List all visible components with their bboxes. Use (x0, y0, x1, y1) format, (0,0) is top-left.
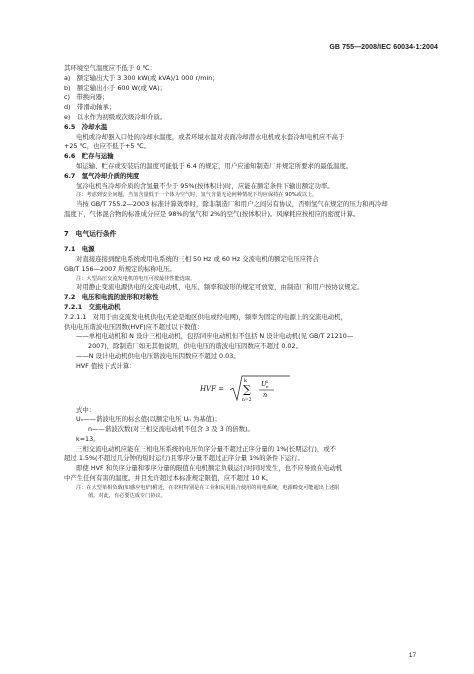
numerator-exponent: 2 (266, 378, 269, 384)
section-7-content (64, 245, 428, 371)
text-line: 即使 HVF 和负序分量和零序分量的限值在电机额定负载运行时同时发生，也不应导致在电动机 (76, 464, 343, 473)
text-line: 中产生任何有害的温度。并且允许超过本标准规定限值，应不超过 10 K。 (64, 474, 273, 483)
formula-explanation-and-notes (64, 406, 428, 502)
text-line: 供电电压谐波电压因数(HVF)应不超过以下数值： (64, 322, 204, 331)
text-line: ——单相电动机和 N 设计三相电动机，包括同步电动机但不包括 N 设计电动机(见 GB/T 21210— (76, 332, 354, 341)
formula-lhs: HVF = (199, 384, 225, 393)
text-line: 式中： (76, 405, 96, 414)
sqrt-sum-expression (228, 374, 292, 404)
hvf-formula (64, 374, 428, 404)
document-body (64, 64, 428, 501)
text-line: 电机或冷却器入口处的冷却水温度，或者环境水温对表面冷却潜水电机或水套冷却电机应不高于 (76, 132, 345, 141)
text-line: 氢冷电机当冷却介质的含氢量不少于 95%(按体积计)时，应能在额定条件下输出额定功率。 (76, 181, 334, 190)
text-line: 7.2 电压和电流的波形和对称性 (64, 293, 159, 302)
section-7-title: 7 电气运行条件 (64, 229, 117, 238)
text-line: 当按 GB/T 755.2—2003 标准计算效率时，除非制造厂和用户之间另有协议，否则氢气在规定的压力和再冷却 (76, 199, 388, 208)
text-line: 注：大型高压交流发电机的电压可按最佳性能选取。 (76, 275, 196, 282)
text-line: 2007)，除制造厂如无其他说明，供电电压的谐波电压因数应不超过 0.02。 (88, 342, 302, 351)
text-line: e) 以水作为初级或次级冷却介质。 (64, 112, 167, 121)
text-line: 超过 1.5%(不超过几分钟的短时运行)且零序分量不超过正序分量 1%的条件下运行。 (64, 454, 304, 463)
text-line: 三相交流电动机应能在三相电压系统的电压负序分量不超过正序分量的 1%(长期运行)，或不 (76, 444, 336, 453)
text-line: Uₙ——谐波电压的标幺值(以额定电压 Uₙ 为基值)； (76, 415, 221, 424)
text-line: 对用静止变流电源供电的交流电动机，电压、频率和波形的规定可放宽，由制造厂和用户按协议规定。 (76, 283, 364, 292)
text-line: 如运输、贮存或安装后的温度可能低于 6.4 的规定，用户应通知制造厂并规定所要求的最低温度。 (76, 161, 353, 170)
page-number: 17 (408, 652, 416, 659)
text-line: c) 带换向器； (64, 93, 109, 102)
text-line: b) 额定输出小于 600 W(或 VA)； (64, 83, 166, 92)
text-line: 其环境空气温度应不低于 0 ℃： (64, 64, 156, 72)
fraction-denominator: n (263, 390, 268, 399)
text-line: 值。对此，有必要达成专门协议。 (88, 493, 166, 500)
text-line: 6.7 氢气冷却介质的纯度 (64, 171, 140, 180)
text-line: k=13。 (76, 434, 100, 443)
standard-header: GB 755—2008/IEC 60034-1:2004 (329, 44, 438, 51)
numerator-subscript: n (266, 383, 269, 389)
section-6-continued (64, 64, 428, 220)
text-line: 7.1 电源 (64, 245, 95, 254)
text-line: a) 额定输出大于 3 300 kW(或 kVA)/1 000 r/min； (64, 73, 219, 82)
text-line: +25 ℃，也应不低于+5 ℃。 (64, 142, 151, 151)
text-line: 6.6 贮存与运输 (64, 152, 114, 161)
fraction-numerator: U (261, 379, 267, 388)
text-line: 7.2.1.1 对用于由交流发电机供电(无论是地区供电或经电网)，频率为固定的电源上的交流电动机， (64, 312, 347, 321)
text-line: GB/T 156—2007 所规定的标称电压。 (64, 264, 176, 273)
sum-lower-limit: n=2 (242, 397, 252, 403)
text-line: 7.2.1 交流电动机 (64, 302, 121, 311)
sum-sign: ∑ (243, 382, 251, 396)
sum-upper-limit: k (244, 377, 248, 384)
text-line: ——N 设计电动机供电电压谐波电压因数应不超过 0.03。 (76, 351, 240, 360)
text-line: 注：考虑到安全问题，当氢含量低于一个体为空气时，氢气含量无论何种情况下均应保持在 90%或以上。 (76, 192, 318, 199)
text-line: HVF 值按下式计算： (76, 361, 136, 370)
text-line: n——谐波次数(对三相交流电动机不包含 3 及 3 的倍数)。 (88, 425, 254, 434)
text-line: 注：在大型单相负载(如感应电炉)附近，在农村特别是在工业和民用混合使用的用电系统，电源畸变可能超出上述限 (76, 484, 340, 491)
text-line: 温度下，气体混合物的标准成分应是 98%的氢气和 2%的空气(按体积计)。风摩耗应按相应的密度计算。 (64, 209, 360, 218)
text-line: 6.5 冷却水温 (64, 122, 108, 131)
text-line: d) 带滑动轴承； (64, 103, 116, 112)
text-line: 对直接连接到配电系统或用电系统的三相 50 Hz 或 60 Hz 交流电机的额定电压应符合 (76, 255, 319, 264)
